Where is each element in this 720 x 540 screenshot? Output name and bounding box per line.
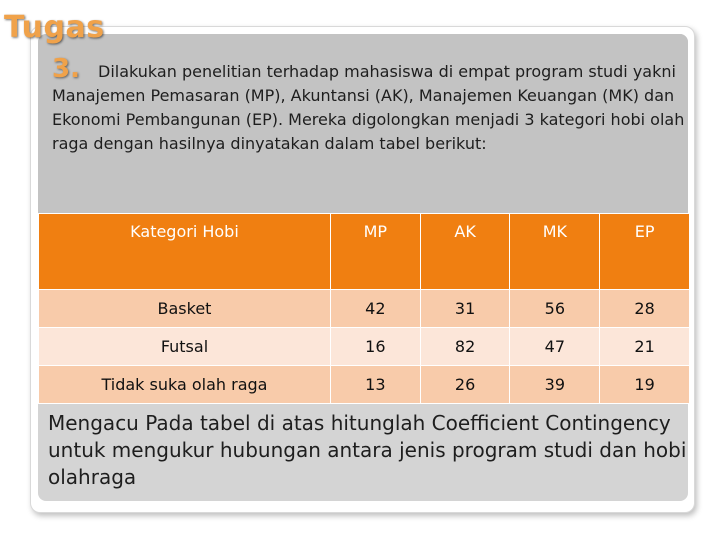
row-label: Futsal xyxy=(39,328,331,366)
cell-ep: 19 xyxy=(600,366,690,404)
data-table xyxy=(38,213,690,404)
cell-ep: 21 xyxy=(600,328,690,366)
cell-ak: 31 xyxy=(420,290,510,328)
cell-ak: 26 xyxy=(420,366,510,404)
header-mk: MK xyxy=(510,214,600,290)
question-number: 3. xyxy=(52,54,80,84)
question-text: Dilakukan penelitian terhadap mahasiswa di empat program studi yakni Manajemen Pemasaran (MP), Akuntansi (AK), Manajemen Keuangan (MK) dan Ekonomi Pembangunan (EP). Mereka digolongkan menjadi 3 kategori hobi olah raga dengan hasilnya dinyatakan dalam tabel berikut: xyxy=(52,62,685,153)
cell-ep: 28 xyxy=(600,290,690,328)
header-ak: AK xyxy=(420,214,510,290)
header-kategori-hobi: Kategori Hobi xyxy=(39,214,331,290)
header-mp: MP xyxy=(330,214,420,290)
row-label: Basket xyxy=(39,290,331,328)
closing-instruction: Mengacu Pada tabel di atas hitunglah Coefficient Contingency untuk mengukur hubungan antara jenis program studi dan hobi olahraga xyxy=(48,411,687,489)
cell-mk: 39 xyxy=(510,366,600,404)
header-ep: EP xyxy=(600,214,690,290)
table-row xyxy=(39,290,690,328)
slide-title: Tugas xyxy=(4,10,105,45)
cell-mp: 13 xyxy=(330,366,420,404)
cell-mp: 42 xyxy=(330,290,420,328)
cell-mp: 16 xyxy=(330,328,420,366)
cell-mk: 56 xyxy=(510,290,600,328)
cell-ak: 82 xyxy=(420,328,510,366)
cell-mk: 47 xyxy=(510,328,600,366)
table-header-row xyxy=(39,214,690,290)
table-row xyxy=(39,366,690,404)
row-label: Tidak suka olah raga xyxy=(39,366,331,404)
table-row xyxy=(39,328,690,366)
